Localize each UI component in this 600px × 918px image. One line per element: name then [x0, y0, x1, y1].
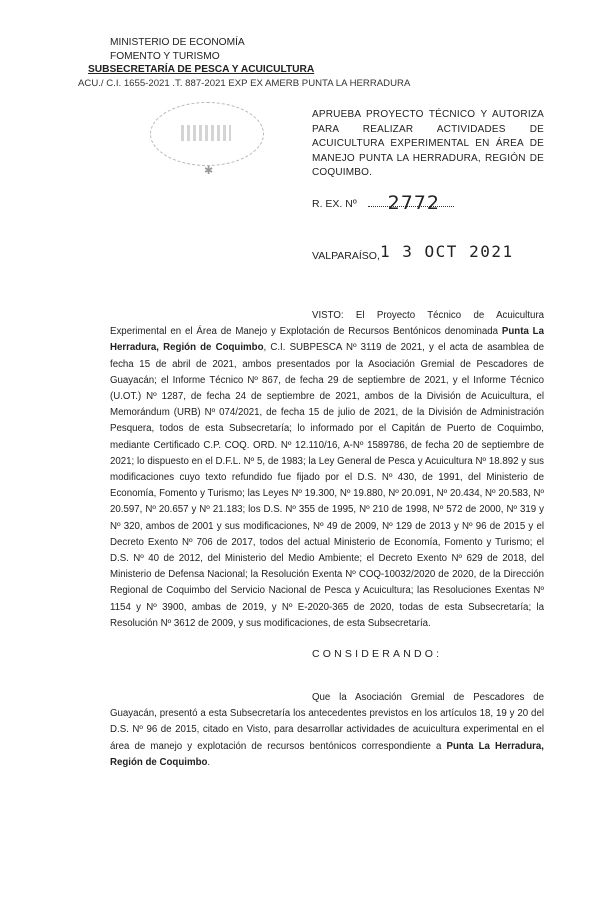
considerando-paragraph-1 — [110, 690, 544, 771]
stamp-star-icon: ✱ — [204, 165, 214, 177]
visto-body: , C.I. SUBPESCA Nº 3119 de 2021, y el acta de asamblea de fecha 15 de abril de 2021, ambos presentados por la Asociación Gremial de Pescadores de Guayacán; el Informe Técnico Nº 867, de fecha 29 de septiembre de 2021, y el Informe Técnico (U.OT.) Nº 1287, de fecha 24 de septiembre de 2021, ambos de la División de Acuicultura, el Memorándum (URB) Nº 074/2021, de fecha 15 de julio de 2021, de la División de Administración Pesquera, todos de esta Subsecretaría; lo informado por el Capitán de Puerto de Coquimbo, mediante Certificado C.P. COQ. ORD. Nº 12.110/16, A-Nº 1589786, de fecha 20 de septiembre de 2021; lo dispuesto en el D.F.L. Nº 5, de 1983; la Ley General de Pesca y Acuicultura Nº 18.892 y sus modificaciones cuyo texto refundido fue fijado por el D.S. Nº 430, de 1991, del Ministerio de Economía, Fomento y Turismo; las Leyes Nº 19.300, Nº 19.880, Nº 20.091, Nº 20.434, Nº 20.583, Nº 20.597, Nº 20.657 y Nº 21.183; los D.S. Nº 355 de 1995, Nº 210 de 1998, Nº 572 de 2000, Nº 319 y Nº 320, ambos de 2001 y sus modificaciones, Nº 49 de 2009, Nº 129 de 2013 y Nº 96 de 2015 y el Decreto Exento Nº 706 de 2017, todos del actual Ministerio de Economía, Fomento y Turismo; el D.S. Nº 40 de 2012, del Ministerio del Medio Ambiente; el Decreto Exento Nº 629 de 2018, del Ministerio de Defensa Nacional; la Resolución Exenta Nº COQ-10032/2020 de 2020, de la Dirección Regional de Coquimbo del Servicio Nacional de Pesca y Acuicultura; las Resoluciones Exentas Nº 1154 y Nº 3900, ambas de 2019, y Nº E-2020-365 de 2020, todas de esta Subsecretaría; la Resolución Nº 3612 de 2009, y sus modificaciones, de esta Subsecretaría. — [110, 342, 545, 629]
resolution-number: 2772 — [387, 192, 440, 214]
visto-lead: VISTO: El Proyecto Técnico de Acuicultura Experimental en el Área de Manejo y Explotación de Recursos Bentónicos denominada — [110, 310, 544, 338]
visto-location: Punta La Herradura, Región de Coquimbo — [110, 326, 544, 354]
visto-paragraph — [110, 308, 544, 632]
file-reference: ACU./ C.I. 1655-2021 .T. 887-2021 EXP EX AMERB PUNTA LA HERRADURA — [78, 77, 411, 89]
document-title: APRUEBA PROYECTO TÉCNICO Y AUTORIZA PARA REALIZAR ACTIVIDADES DE ACUICULTURA EXPERIMENTAL EN ÁREA DE MANEJO PUNTA LA HERRADURA, REGIÓN DE COQUIMBO. — [312, 109, 544, 178]
considerando-heading: CONSIDERANDO: — [312, 648, 443, 660]
faded-stamp-icon — [150, 102, 264, 166]
date-stamp: 1 3 OCT 2021 — [380, 242, 514, 261]
resolution-label: R. EX. Nº — [312, 198, 357, 210]
resolution-dotted-line — [368, 192, 454, 214]
ministry-name: MINISTERIO DE ECONOMÍA — [110, 37, 245, 48]
paragraph-tail: . — [207, 756, 211, 768]
paragraph-lead: Que la Asociación Gremial de Pescadores de Guayacán, presentó a esta Subsecretaría los antecedentes previstos en los artículos 18, 19 y 20 del D.S. Nº 96 de 2015, citado en Visto, para desarrollar actividades de acuicultura experimental en el área de manejo y explotación de recursos bentónicos correspondiente a — [110, 692, 544, 752]
subsecretariat-name: SUBSECRETARÍA DE PESCA Y ACUICULTURA — [88, 64, 315, 75]
paragraph-location: Punta La Herradura, Región de Coquimbo — [110, 740, 544, 768]
ministry-subtitle: FOMENTO Y TURISMO — [110, 50, 220, 62]
place-label: VALPARAÍSO, — [312, 250, 380, 262]
stamp-smudge — [181, 125, 231, 141]
resolution-number-line — [312, 192, 454, 214]
letterhead — [78, 36, 411, 90]
